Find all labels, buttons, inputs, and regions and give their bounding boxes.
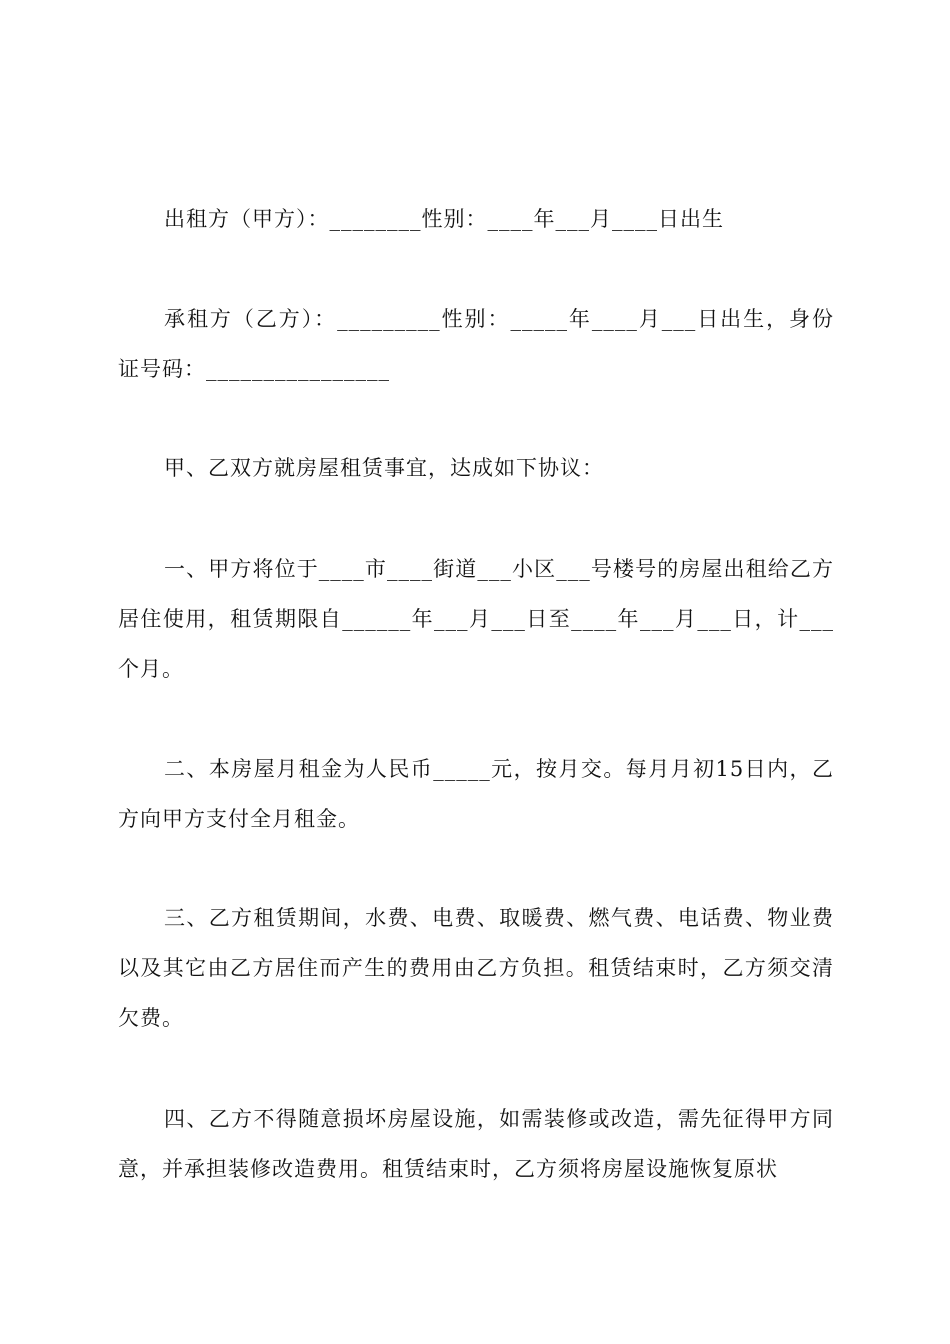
lessee-info-paragraph: 承租方（乙方）：_________性别：_____年____月___日出生，身份证号码：________________: [118, 307, 834, 381]
clause-2-paragraph: 二、本房屋月租金为人民币_____元，按月交。每月月初15日内，乙方向甲方支付全月租金。: [118, 757, 834, 831]
clause-1-paragraph: 一、甲方将位于____市____街道___小区___号楼号的房屋出租给乙方居住使用，租赁期限自______年___月___日至____年___月___日，计___个月。: [118, 557, 834, 681]
agreement-intro-paragraph: 甲、乙双方就房屋租赁事宜，达成如下协议：: [164, 456, 604, 480]
clause-3-paragraph: 三、乙方租赁期间，水费、电费、取暖费、燃气费、电话费、物业费以及其它由乙方居住而产生的费用由乙方负担。租赁结束时，乙方须交清欠费。: [118, 906, 834, 1030]
lessor-info-paragraph: 出租方（甲方）：________性别：____年___月____日出生: [164, 207, 724, 231]
clause-4-paragraph: 四、乙方不得随意损坏房屋设施，如需装修或改造，需先征得甲方同意，并承担装修改造费用。租赁结束时，乙方须将房屋设施恢复原状: [118, 1107, 834, 1181]
